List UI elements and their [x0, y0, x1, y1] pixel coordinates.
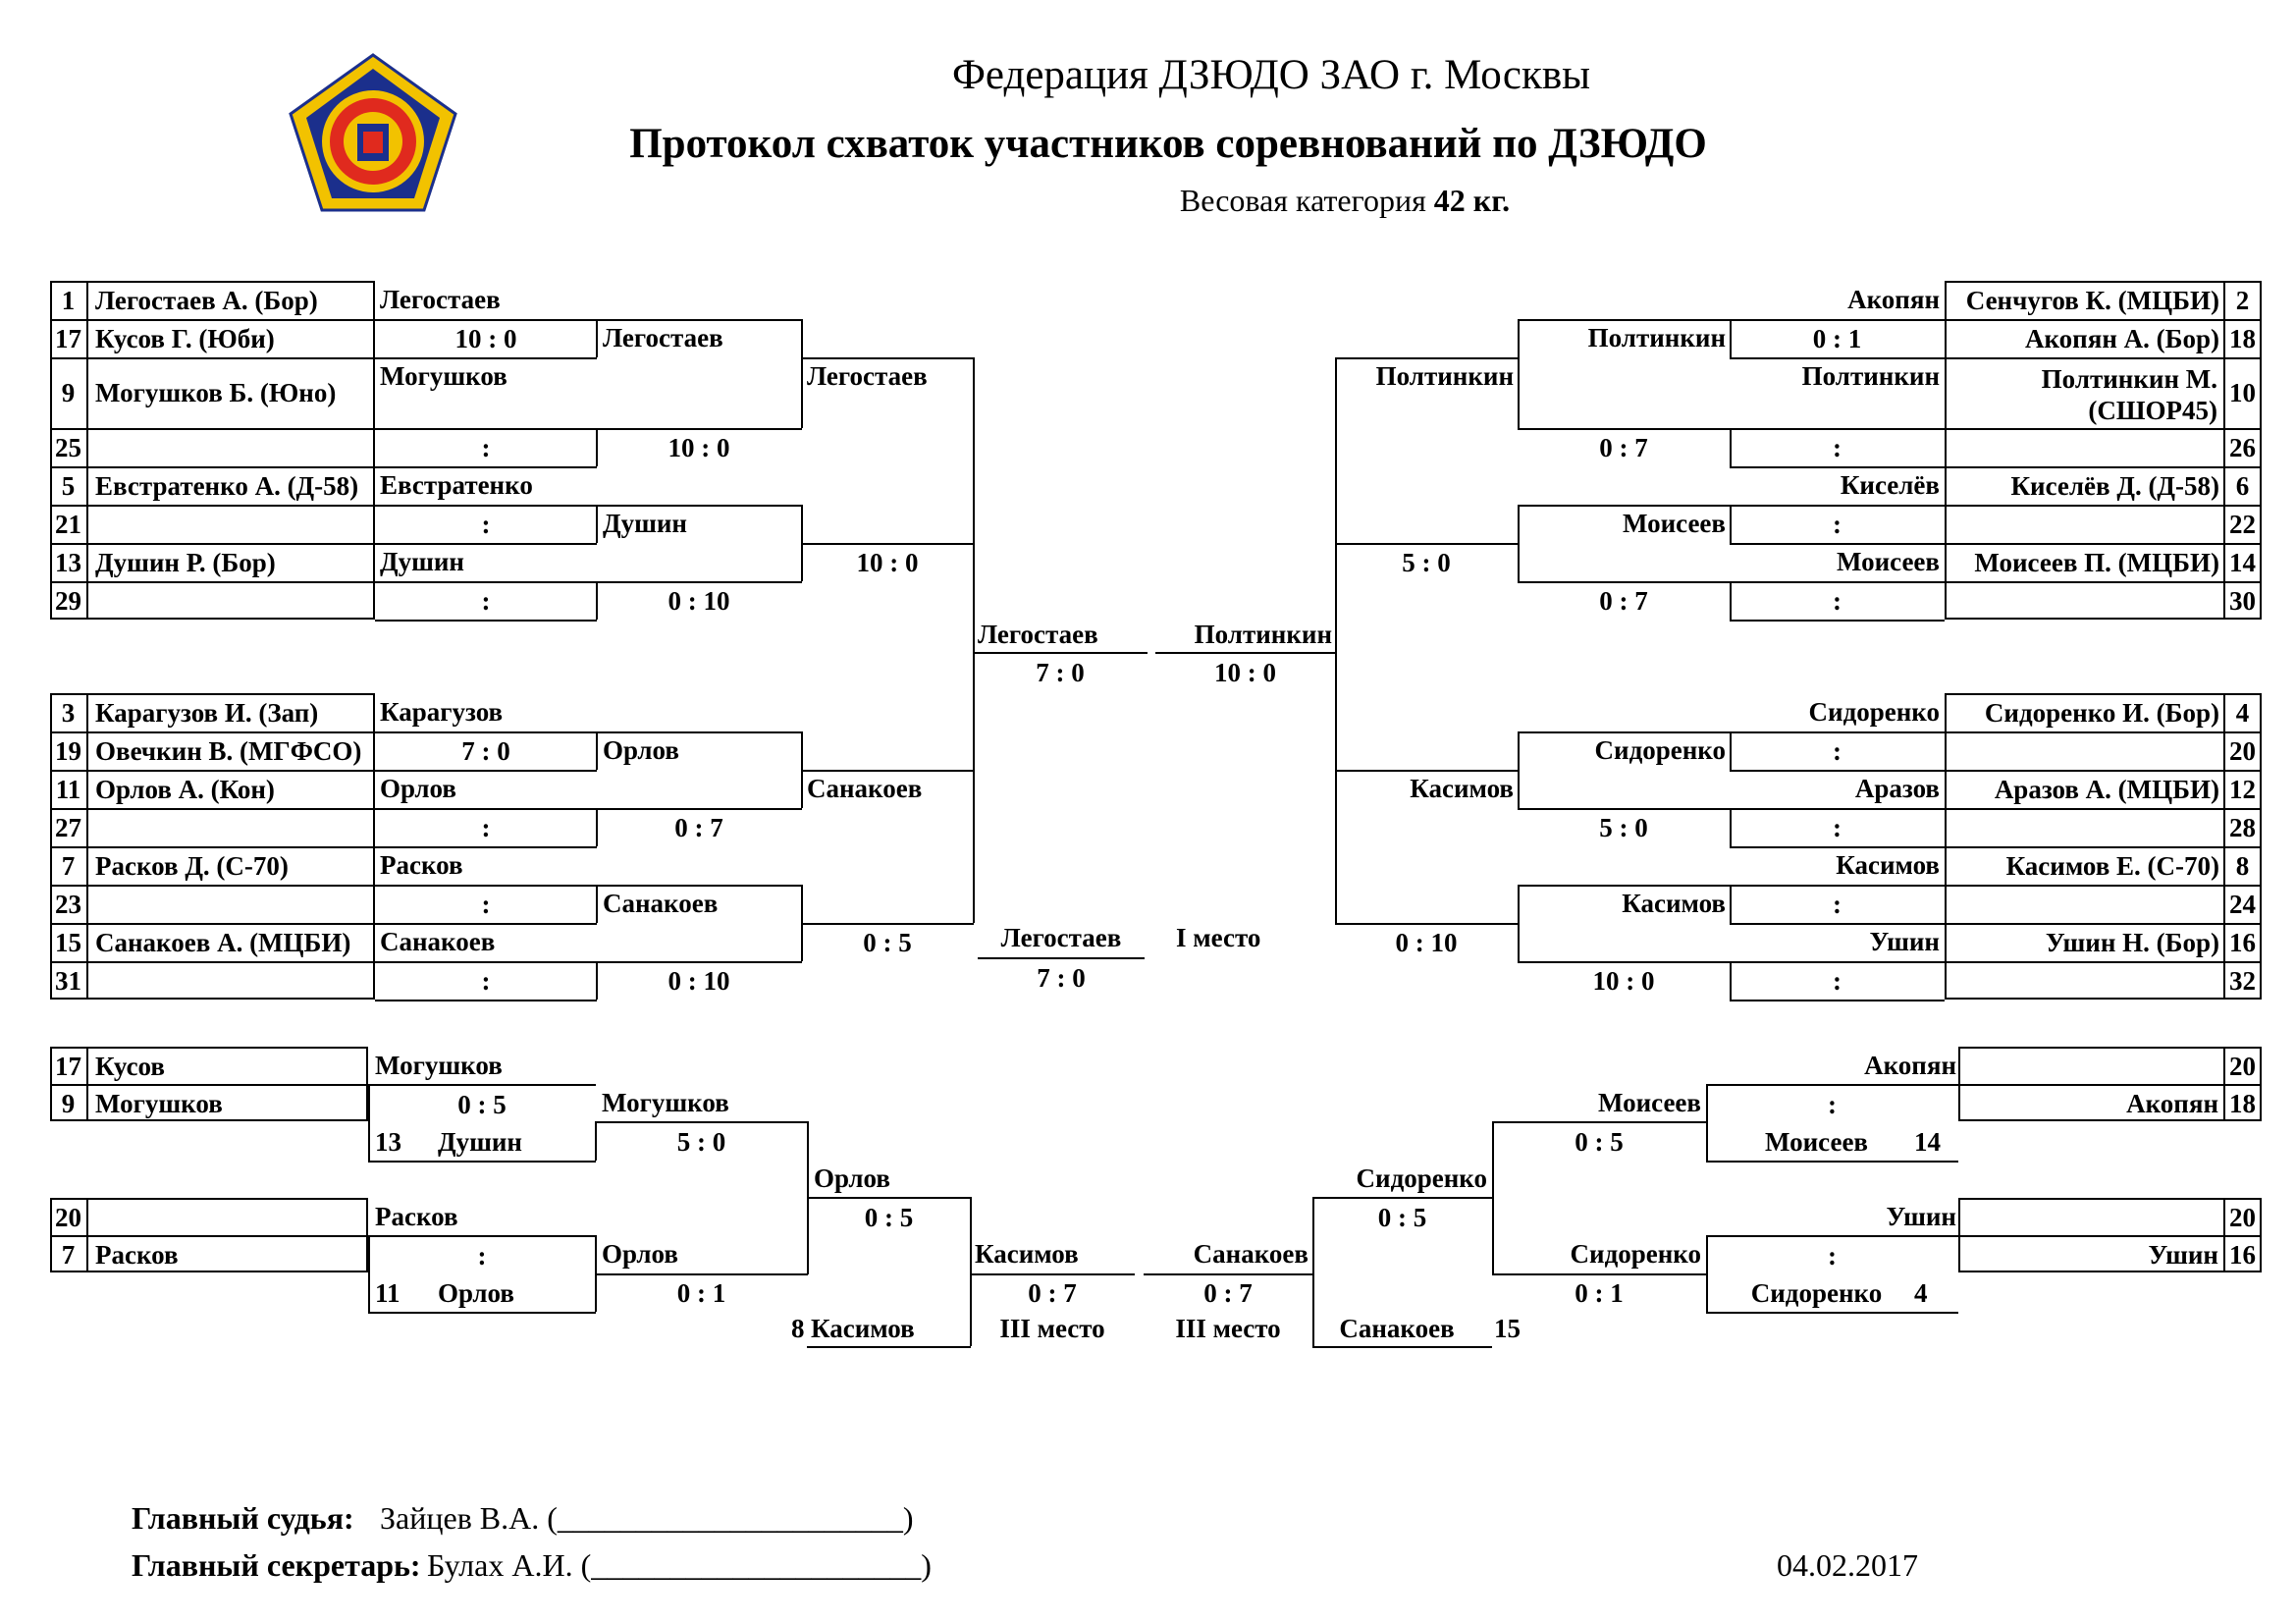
repechage-r1-winner: Расков — [375, 1202, 458, 1231]
right_bottom-seed-number: 24 — [2229, 889, 2256, 919]
right_bottom-r1-winner: Касимов — [1836, 850, 1940, 880]
right_bottom-participant-name: Ушин Н. (Бор) — [2045, 927, 2219, 957]
bracket-line — [1945, 357, 2262, 359]
repechage-r3-winner: Сидоренко — [1356, 1163, 1487, 1193]
left_bottom-participant-name: Орлов А. (Кон) — [95, 774, 275, 804]
repechage-r2-winner: Могушков — [602, 1088, 729, 1117]
bracket-line — [807, 1346, 971, 1348]
repechage-r1-score: : — [1828, 1241, 1837, 1271]
repechage-r3-winner: Орлов — [814, 1163, 890, 1193]
bracket-line — [978, 957, 1145, 959]
third-place-right-label: III место — [1175, 1314, 1281, 1343]
bracket-line — [1945, 885, 2262, 887]
bracket-line — [1945, 505, 2262, 507]
right_bottom-participant-name: Касимов Е. (С-70) — [2005, 850, 2219, 881]
left_bottom-r1-score: : — [481, 813, 491, 842]
bracket-line — [1730, 1000, 1945, 1001]
right_bottom-r2-score: 5 : 0 — [1599, 813, 1648, 842]
bracket-line — [595, 1273, 808, 1275]
bracket-line — [596, 961, 802, 963]
right_top-seed-number: 30 — [2229, 585, 2256, 616]
left_bottom-seed-number: 15 — [55, 927, 81, 957]
left_top-r2-score: 10 : 0 — [667, 433, 730, 462]
repechage-participant-name: Могушков — [95, 1089, 223, 1118]
right_bottom-r1-score: : — [1833, 890, 1842, 919]
bracket-line — [1518, 319, 1730, 321]
left_top-r2-winner: Легостаев — [603, 323, 723, 352]
bracket-line — [1730, 581, 1945, 583]
repechage-seed-number: 20 — [2229, 1052, 2256, 1081]
left_bottom-r2-winner: Санакоев — [603, 889, 719, 918]
repechage-r3-score: 0 : 5 — [1377, 1203, 1427, 1232]
third-place-left-label: III место — [999, 1314, 1105, 1343]
repechage-incoming-name: Санакоев — [1339, 1314, 1455, 1343]
left_bottom-r1-winner: Карагузов — [380, 697, 504, 727]
bracket-line — [368, 1084, 596, 1086]
repechage-r2-score: 0 : 1 — [676, 1278, 726, 1308]
bracket-line — [375, 961, 597, 963]
bracket-line — [50, 505, 375, 507]
right_bottom-seed-number: 28 — [2229, 812, 2256, 842]
left_bottom-participant-name: Расков Д. (С-70) — [95, 850, 289, 881]
repechage-seed-number: 20 — [2229, 1203, 2256, 1232]
bracket-line — [375, 581, 597, 583]
bracket-line — [1518, 731, 1730, 733]
bracket-line — [50, 961, 375, 963]
left_bottom-participant-name: Санакоев А. (МЦБИ) — [95, 927, 351, 957]
right_bottom-seed-number: 4 — [2235, 697, 2250, 728]
left_top-r2-winner: Душин — [603, 509, 687, 538]
bracket-line — [973, 652, 1148, 654]
repechage-seed-number: 20 — [55, 1203, 81, 1232]
left_bottom-seed-number: 3 — [61, 697, 76, 728]
left_top-r1-winner: Душин — [380, 547, 464, 576]
bracket-line — [86, 1047, 88, 1121]
final-winner: Легостаев — [1000, 923, 1122, 952]
bracket-line — [50, 581, 375, 583]
bracket-line — [1945, 808, 2262, 810]
right_bottom-r2-score: 10 : 0 — [1592, 966, 1655, 996]
bracket-line — [375, 543, 597, 545]
bracket-line — [1730, 961, 1945, 963]
right_bottom-r1-winner: Аразов — [1854, 774, 1940, 803]
bracket-line — [375, 731, 597, 733]
bracket-line — [596, 505, 802, 507]
bracket-line — [1335, 923, 1518, 925]
bracket-line — [86, 281, 88, 620]
right_bottom-seed-number: 20 — [2229, 735, 2256, 766]
bracket-line — [1492, 1273, 1706, 1275]
right_top-r1-score: : — [1833, 433, 1842, 462]
bracket-line — [1945, 770, 2262, 772]
repechage-incoming-name: Касимов — [811, 1314, 915, 1343]
bracket-line — [1958, 1235, 2262, 1237]
right_top-r3-winner: Полтинкин — [1375, 361, 1514, 391]
bracket-line — [1945, 543, 2262, 545]
left_top-r1-score: 10 : 0 — [454, 324, 517, 353]
judge-name: Зайцев В.А. (______________________) — [380, 1500, 914, 1536]
page-title: Протокол схваток участников соревнований по ДЗЮДО — [629, 121, 1707, 167]
bronze-right-winner: Санакоев — [1193, 1239, 1308, 1269]
left_top-r2-score: 0 : 10 — [667, 586, 730, 616]
left_top-r1-winner: Легостаев — [380, 285, 501, 314]
right_top-r3-score: 5 : 0 — [1402, 548, 1451, 577]
bracket-line — [1518, 581, 1730, 583]
left_bottom-r2-winner: Орлов — [603, 735, 679, 765]
right_top-seed-number: 2 — [2235, 285, 2250, 315]
repechage-incoming-name: Моисеев — [1764, 1127, 1869, 1157]
weight-category — [805, 185, 1885, 216]
right_top-participant-name: Моисеев П. (МЦБИ) — [1974, 547, 2219, 577]
bracket-line — [1730, 846, 1945, 848]
repechage-r1-score: : — [1828, 1090, 1837, 1119]
bracket-line — [50, 923, 375, 925]
bracket-line — [1945, 428, 2262, 430]
right_top-seed-number: 10 — [2229, 378, 2256, 407]
left_bottom-participant-name: Овечкин В. (МГФСО) — [95, 735, 362, 766]
left_top-r1-score: : — [481, 510, 491, 539]
bracket-line — [1730, 357, 1945, 359]
bracket-line — [1730, 505, 1945, 507]
bracket-line — [368, 1161, 596, 1163]
final-score: 7 : 0 — [1037, 963, 1086, 993]
right_bottom-r1-winner: Сидоренко — [1808, 697, 1940, 727]
bracket-line — [1706, 1312, 1958, 1314]
left_bottom-seed-number: 27 — [55, 812, 81, 842]
bracket-line — [1518, 961, 1730, 963]
left_top-participant-name: Легостаев А. (Бор) — [95, 285, 318, 315]
repechage-incoming-number: 13 — [375, 1127, 401, 1157]
bracket-line — [1958, 1084, 2262, 1086]
bracket-line — [1706, 1084, 1958, 1086]
bracket-line — [1730, 923, 1945, 925]
repechage-r2-score: 5 : 0 — [676, 1127, 726, 1157]
left_bottom-r3-score: 0 : 5 — [863, 928, 912, 957]
repechage-r2-winner: Сидоренко — [1570, 1239, 1701, 1269]
federation-name: Федерация ДЗЮДО ЗАО г. Москвы — [951, 52, 1591, 98]
repechage-incoming-number: 4 — [1914, 1278, 1928, 1308]
left_bottom-r2-score: 0 : 7 — [674, 813, 723, 842]
repechage-seed-number: 7 — [61, 1240, 76, 1270]
repechage-r2-score: 0 : 5 — [1575, 1127, 1624, 1157]
bracket-line — [1730, 731, 1945, 733]
repechage-r2-winner: Орлов — [602, 1239, 678, 1269]
semifinal-left-winner: Легостаев — [978, 620, 1098, 649]
bracket-line — [50, 1235, 368, 1237]
bracket-line — [50, 808, 375, 810]
bracket-line — [1730, 770, 1945, 772]
left_top-seed-number: 29 — [55, 585, 81, 616]
bracket-line — [375, 428, 597, 430]
bracket-line — [1312, 1346, 1492, 1348]
right_top-r2-winner: Моисеев — [1622, 509, 1726, 538]
secretary-name: Булах А.И. (_____________________) — [427, 1547, 932, 1583]
left_top-seed-number: 17 — [55, 323, 81, 353]
bracket-line — [973, 466, 975, 849]
repechage-seed-number: 9 — [61, 1089, 76, 1118]
bracket-line — [1945, 846, 2262, 848]
repechage-incoming-name: Душин — [438, 1127, 522, 1157]
right_bottom-participant-name: Аразов А. (МЦБИ) — [1994, 774, 2219, 804]
left_bottom-seed-number: 19 — [55, 735, 81, 766]
bracket-line — [1945, 923, 2262, 925]
repechage-seed-number: 17 — [55, 1052, 81, 1081]
bronze-left-score: 0 : 7 — [1028, 1278, 1077, 1308]
bracket-line — [375, 885, 597, 887]
right_bottom-participant-name: Сидоренко И. (Бор) — [1984, 697, 2219, 728]
bracket-line — [807, 1197, 971, 1199]
bracket-line — [1335, 466, 1337, 849]
right_bottom-r1-score: : — [1833, 966, 1842, 996]
bracket-line — [1706, 1235, 1958, 1237]
right_top-r2-score: 0 : 7 — [1599, 433, 1648, 462]
left_top-r1-winner: Могушков — [380, 361, 507, 391]
bracket-line — [50, 543, 375, 545]
repechage-incoming-name: Сидоренко — [1750, 1278, 1883, 1308]
bracket-line — [596, 428, 802, 430]
bracket-line — [1730, 885, 1945, 887]
bracket-line — [1518, 885, 1730, 887]
protocol-date: 04.02.2017 — [1777, 1547, 1918, 1583]
left_bottom-seed-number: 11 — [55, 774, 81, 804]
repechage-participant-name: Ушин — [2148, 1240, 2218, 1270]
weight-label: Весовая категория — [1179, 183, 1426, 218]
right_top-participant-name: Акопян А. (Бор) — [2024, 323, 2219, 353]
bracket-line — [1518, 428, 1730, 430]
repechage-r1-winner: Могушков — [375, 1051, 503, 1080]
bracket-line — [801, 357, 974, 359]
bracket-line — [375, 923, 597, 925]
semifinal-right-score: 10 : 0 — [1214, 658, 1276, 687]
right_top-seed-number: 18 — [2229, 323, 2256, 353]
left_bottom-r3-winner: Санакоев — [807, 774, 923, 803]
right_bottom-r3-winner: Касимов — [1410, 774, 1514, 803]
left_top-r1-score: : — [481, 586, 491, 616]
left_top-seed-number: 13 — [55, 547, 81, 577]
left_top-seed-number: 5 — [61, 470, 76, 501]
left_bottom-r1-score: 7 : 0 — [461, 736, 510, 766]
bracket-line — [50, 846, 375, 848]
repechage-r2-score: 0 : 1 — [1575, 1278, 1624, 1308]
right_top-r1-score: 0 : 1 — [1812, 324, 1862, 353]
right_bottom-seed-number: 12 — [2229, 774, 2256, 804]
left_bottom-r1-winner: Санакоев — [380, 927, 496, 956]
repechage-r2-winner: Моисеев — [1597, 1088, 1701, 1117]
bracket-line — [1730, 466, 1945, 468]
right_top-r1-winner: Моисеев — [1836, 547, 1940, 576]
bracket-line — [1706, 1161, 1958, 1163]
right_bottom-r1-score: : — [1833, 736, 1842, 766]
bracket-line — [1730, 620, 1945, 622]
left_top-participant-name: Евстратенко А. (Д-58) — [95, 470, 359, 501]
right_top-r1-score: : — [1833, 510, 1842, 539]
bracket-line — [50, 731, 375, 733]
bracket-line — [596, 731, 802, 733]
repechage-r1-winner: Ушин — [1886, 1202, 1956, 1231]
right_bottom-r1-score: : — [1833, 813, 1842, 842]
bracket-line — [375, 770, 597, 772]
weight-value: 42 кг. — [1433, 183, 1511, 218]
semifinal-right-winner: Полтинкин — [1194, 620, 1332, 649]
left_top-seed-number: 25 — [55, 432, 81, 462]
right_top-participant-name: Полтинкин М. (СШОР45) — [2041, 364, 2217, 425]
left_top-r3-score: 10 : 0 — [856, 548, 919, 577]
right_top-participant-name: Сенчугов К. (МЦБИ) — [1965, 285, 2219, 315]
bracket-line — [375, 620, 597, 622]
bracket-line — [50, 357, 375, 359]
bracket-line — [1945, 731, 2262, 733]
repechage-incoming-name: Орлов — [438, 1278, 514, 1308]
bracket-line — [1730, 808, 1945, 810]
bracket-line — [50, 885, 375, 887]
bracket-line — [375, 466, 597, 468]
repechage-r1-score: : — [477, 1241, 487, 1271]
bracket-line — [50, 770, 375, 772]
first-place-label: I место — [1176, 923, 1261, 952]
left_bottom-participant-name: Карагузов И. (Зап) — [95, 697, 319, 728]
left_top-r1-winner: Евстратенко — [380, 470, 533, 500]
bracket-line — [801, 543, 974, 545]
bracket-line — [1492, 1121, 1706, 1123]
bracket-line — [50, 466, 375, 468]
bracket-line — [1335, 357, 1518, 359]
bracket-line — [1335, 543, 1518, 545]
right_bottom-r2-winner: Сидоренко — [1594, 735, 1726, 765]
bracket-line — [596, 808, 802, 810]
bracket-line — [1945, 319, 2262, 321]
repechage-incoming-number: 11 — [375, 1278, 400, 1308]
bracket-line — [1518, 505, 1730, 507]
left_top-participant-name: Душин Р. (Бор) — [95, 547, 276, 577]
judge-label: Главный судья: — [132, 1500, 354, 1536]
right_top-participant-name: Киселёв Д. (Д-58) — [2010, 470, 2219, 501]
bracket-line — [1155, 652, 1335, 654]
repechage-participant-name: Кусов — [95, 1052, 165, 1081]
bracket-line — [596, 885, 802, 887]
federation-logo — [285, 51, 461, 218]
left_top-seed-number: 1 — [61, 285, 76, 315]
repechage-r1-score: 0 : 5 — [457, 1090, 507, 1119]
bracket-line — [970, 1273, 1135, 1275]
bracket-line — [595, 1121, 808, 1123]
bracket-line — [375, 1000, 597, 1001]
right_top-r2-winner: Полтинкин — [1587, 323, 1726, 352]
repechage-participant-name: Акопян — [2126, 1089, 2218, 1118]
bracket-line — [50, 1084, 368, 1086]
bracket-line — [50, 319, 375, 321]
repechage-incoming-number: 14 — [1914, 1127, 1941, 1157]
left_top-participant-name: Кусов Г. (Юби) — [95, 323, 275, 353]
bracket-line — [801, 319, 803, 428]
bracket-line — [1335, 770, 1518, 772]
right_top-seed-number: 14 — [2229, 547, 2256, 577]
bracket-line — [375, 357, 597, 359]
right_top-r1-score: : — [1833, 586, 1842, 616]
right_top-r1-winner: Киселёв — [1840, 470, 1940, 500]
bracket-line — [596, 319, 802, 321]
left_top-participant-name: Могушков Б. (Юно) — [95, 378, 337, 407]
bracket-line — [1144, 1273, 1312, 1275]
secretary-label: Главный секретарь: — [132, 1547, 421, 1583]
bracket-line — [368, 1235, 596, 1237]
bracket-line — [375, 505, 597, 507]
repechage-r3-score: 0 : 5 — [864, 1203, 914, 1232]
right_bottom-r3-score: 0 : 10 — [1395, 928, 1458, 957]
left_bottom-r1-score: : — [481, 890, 491, 919]
bracket-line — [50, 428, 375, 430]
right_top-seed-number: 6 — [2235, 470, 2250, 501]
repechage-r1-winner: Акопян — [1864, 1051, 1956, 1080]
right_bottom-seed-number: 32 — [2229, 965, 2256, 996]
bracket-line — [86, 1198, 88, 1272]
right_bottom-r1-winner: Ушин — [1869, 927, 1940, 956]
right_top-r1-winner: Полтинкин — [1801, 361, 1940, 391]
semifinal-left-score: 7 : 0 — [1036, 658, 1085, 687]
bracket-line — [375, 846, 597, 848]
bracket-line — [1312, 1197, 1492, 1199]
right_top-r1-winner: Акопян — [1847, 285, 1940, 314]
bracket-line — [1730, 543, 1945, 545]
bracket-line — [375, 319, 597, 321]
right_top-seed-number: 22 — [2229, 509, 2256, 539]
left_bottom-seed-number: 31 — [55, 965, 81, 996]
right_bottom-seed-number: 8 — [2235, 850, 2250, 881]
repechage-incoming-number: 15 — [1494, 1314, 1521, 1343]
left_top-seed-number: 21 — [55, 509, 81, 539]
left_top-seed-number: 9 — [61, 378, 76, 407]
bronze-left-winner: Касимов — [975, 1239, 1079, 1269]
left_bottom-r2-score: 0 : 10 — [667, 966, 730, 996]
bracket-line — [368, 1312, 596, 1314]
repechage-participant-name: Расков — [95, 1240, 179, 1270]
bracket-line — [596, 581, 802, 583]
left_bottom-seed-number: 7 — [61, 850, 76, 881]
bracket-line — [1945, 961, 2262, 963]
bracket-line — [1730, 319, 1945, 321]
left_bottom-r1-winner: Расков — [380, 850, 463, 880]
bracket-line — [1518, 808, 1730, 810]
repechage-seed-number: 16 — [2229, 1240, 2256, 1270]
repechage-incoming-number: 8 — [791, 1314, 805, 1343]
right_top-r2-score: 0 : 7 — [1599, 586, 1648, 616]
bracket-line — [1945, 581, 2262, 583]
left_bottom-seed-number: 23 — [55, 889, 81, 919]
bracket-line — [801, 923, 974, 925]
right_top-seed-number: 26 — [2229, 432, 2256, 462]
left_bottom-r1-score: : — [481, 966, 491, 996]
left_bottom-r1-winner: Орлов — [380, 774, 456, 803]
bracket-line — [801, 770, 974, 772]
bronze-right-score: 0 : 7 — [1203, 1278, 1253, 1308]
bracket-line — [1945, 466, 2262, 468]
right_bottom-r2-winner: Касимов — [1622, 889, 1726, 918]
left_top-r3-winner: Легостаев — [807, 361, 928, 391]
right_bottom-seed-number: 16 — [2229, 927, 2256, 957]
repechage-seed-number: 18 — [2229, 1089, 2256, 1118]
left_top-r1-score: : — [481, 433, 491, 462]
bracket-line — [1730, 428, 1945, 430]
bracket-line — [375, 808, 597, 810]
